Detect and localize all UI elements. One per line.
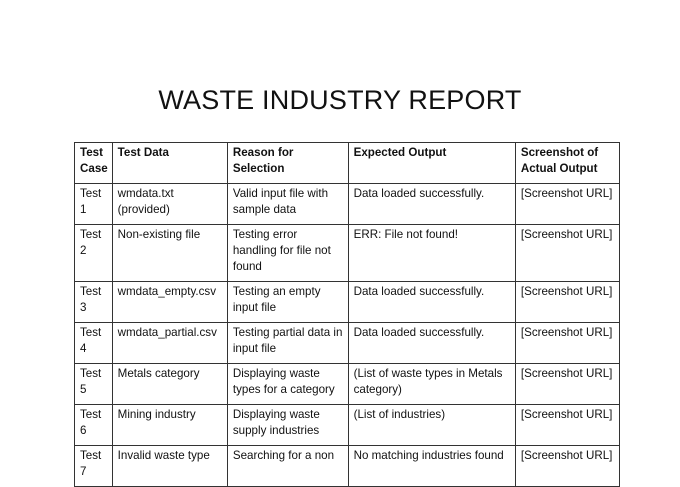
cell-expected-output: (List of waste types in Metals category)	[348, 364, 515, 405]
cell-test-case: Test 5	[75, 364, 113, 405]
cell-screenshot: [Screenshot URL]	[515, 323, 619, 364]
cell-test-case: Test 6	[75, 405, 113, 446]
page-title: WASTE INDUSTRY REPORT	[158, 85, 522, 115]
cell-test-case: Test 3	[75, 282, 113, 323]
cell-test-data: wmdata_empty.csv	[112, 282, 227, 323]
cell-screenshot: [Screenshot URL]	[515, 446, 619, 487]
table-row	[75, 282, 620, 323]
cell-test-case: Test 7	[75, 446, 113, 487]
cell-expected-output: Data loaded successfully.	[348, 184, 515, 225]
header-expected-output: Expected Output	[348, 143, 515, 184]
table-row	[75, 446, 620, 487]
cell-reason: Testing an empty input file	[227, 282, 348, 323]
table-row	[75, 184, 620, 225]
header-screenshot: Screenshot of Actual Output	[515, 143, 619, 184]
cell-test-case: Test 2	[75, 225, 113, 282]
cell-test-data: Metals category	[112, 364, 227, 405]
cell-reason: Valid input file with sample data	[227, 184, 348, 225]
cell-expected-output: (List of industries)	[348, 405, 515, 446]
cell-test-data: Non-existing file	[112, 225, 227, 282]
header-test-data: Test Data	[112, 143, 227, 184]
cell-screenshot: [Screenshot URL]	[515, 225, 619, 282]
cell-expected-output: ERR: File not found!	[348, 225, 515, 282]
cell-screenshot: [Screenshot URL]	[515, 282, 619, 323]
cell-test-data: Mining industry	[112, 405, 227, 446]
table-header-row	[75, 143, 620, 184]
table-row	[75, 225, 620, 282]
cell-screenshot: [Screenshot URL]	[515, 405, 619, 446]
cell-test-case: Test 4	[75, 323, 113, 364]
cell-expected-output: Data loaded successfully.	[348, 282, 515, 323]
cell-test-case: Test 1	[75, 184, 113, 225]
header-test-case: Test Case	[75, 143, 113, 184]
cell-test-data: wmdata_partial.csv	[112, 323, 227, 364]
cell-test-data: Invalid waste type	[112, 446, 227, 487]
test-case-table	[74, 142, 620, 487]
cell-expected-output: Data loaded successfully.	[348, 323, 515, 364]
cell-reason: Testing partial data in input file	[227, 323, 348, 364]
cell-reason: Displaying waste supply industries	[227, 405, 348, 446]
table-row	[75, 405, 620, 446]
cell-screenshot: [Screenshot URL]	[515, 184, 619, 225]
cell-screenshot: [Screenshot URL]	[515, 364, 619, 405]
cell-reason: Testing error handling for file not found	[227, 225, 348, 282]
table-row	[75, 323, 620, 364]
cell-reason: Searching for a non	[227, 446, 348, 487]
cell-reason: Displaying waste types for a category	[227, 364, 348, 405]
table-row	[75, 364, 620, 405]
cell-expected-output: No matching industries found	[348, 446, 515, 487]
cell-test-data: wmdata.txt (provided)	[112, 184, 227, 225]
header-reason: Reason for Selection	[227, 143, 348, 184]
